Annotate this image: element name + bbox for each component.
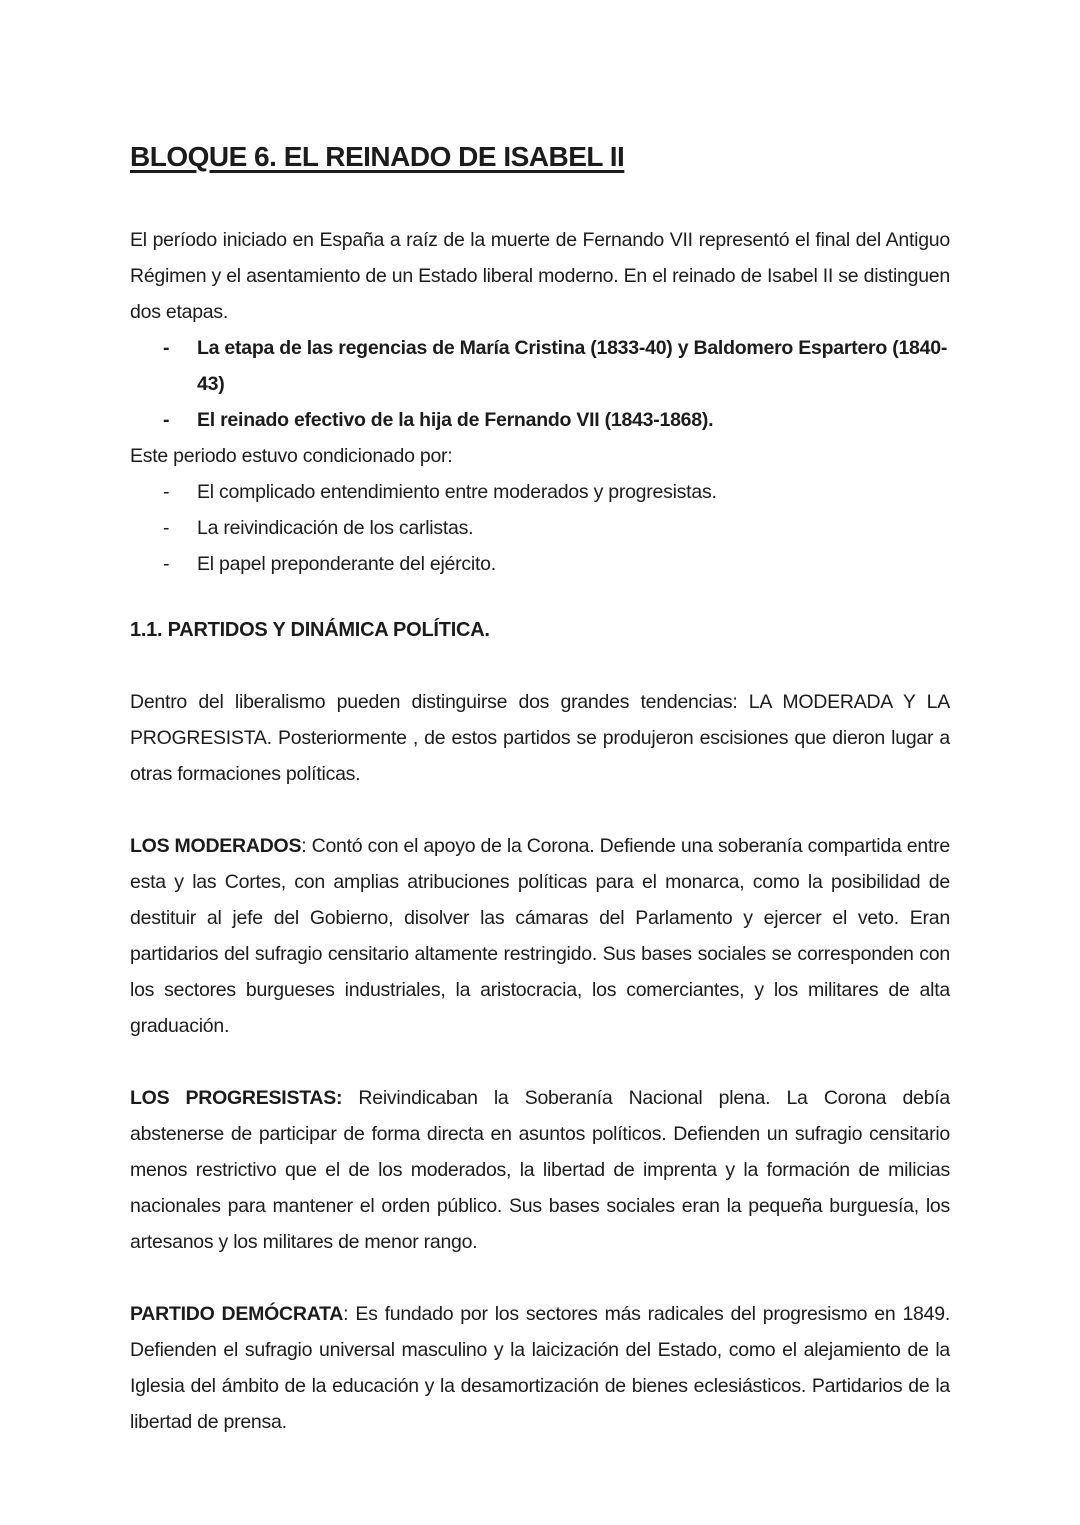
condition-item-text: El complicado entendimiento entre moderados y progresistas.: [197, 481, 717, 503]
party-name: LOS MODERADOS: [130, 835, 302, 857]
party-paragraph-moderados: [130, 828, 950, 1044]
list-item: [130, 510, 950, 546]
party-description: Reivindicaban la Soberanía Nacional plena. La Corona debía abstenerse de participar de forma directa en asuntos políticos. Defienden un sufragio censitario menos restrictivo que el de los moderados, la libertad de imprenta y la formación de milicias nacionales para mantener el orden público. Sus bases sociales eran la pequeña burguesía, los artesanos y los militares de menor rango.: [130, 1087, 950, 1253]
bullet-dash: -: [163, 481, 170, 503]
party-paragraph-progresistas: [130, 1080, 950, 1260]
section-heading: 1.1. PARTIDOS Y DINÁMICA POLÍTICA.: [130, 619, 490, 641]
bullet-dash: -: [163, 409, 170, 431]
list-item: [130, 474, 950, 510]
bullet-dash: -: [163, 337, 170, 359]
party-name: LOS PROGRESISTAS:: [130, 1087, 343, 1109]
stage-item-text: El reinado efectivo de la hija de Fernando VII (1843-1868).: [197, 409, 714, 431]
party-paragraph-democrata: [130, 1296, 950, 1440]
document-title: BLOQUE 6. EL REINADO DE ISABEL II: [130, 141, 625, 172]
party-description: : Es fundado por los sectores más radicales del progresismo en 1849. Defienden el sufragio universal masculino y la laicización del Estado, como el alejamiento de la Iglesia del ámbito de la educación y la desamortización de bienes eclesiásticos. Partidarios de la libertad de prensa.: [130, 1303, 950, 1433]
stage-item-text: La etapa de las regencias de María Cristina (1833-40) y Baldomero Espartero (1840-43): [197, 337, 948, 395]
party-description: : Contó con el apoyo de la Corona. Defiende una soberanía compartida entre esta y las Cortes, con amplias atribuciones políticas para el monarca, como la posibilidad de destituir al jefe del Gobierno, disolver las cámaras del Parlamento y ejercer el veto. Eran partidarios del sufragio censitario altamente restringido. Sus bases sociales se corresponden con los sectores burgueses industriales, la aristocracia, los comerciantes, y los militares de alta graduación.: [130, 835, 950, 1037]
party-name: PARTIDO DEMÓCRATA: [130, 1303, 344, 1325]
list-item: [130, 330, 950, 402]
list-item: [130, 546, 950, 582]
condition-item-text: La reivindicación de los carlistas.: [197, 517, 474, 539]
list-item: [130, 402, 950, 438]
conditions-intro: Este periodo estuvo condicionado por:: [130, 445, 453, 467]
bullet-dash: -: [163, 553, 170, 575]
condition-item-text: El papel preponderante del ejército.: [197, 553, 496, 575]
intro-paragraph: El período iniciado en España a raíz de la muerte de Fernando VII representó el final del Antiguo Régimen y el asentamiento de un Estado liberal moderno. En el reinado de Isabel II se distinguen dos etapas.: [130, 229, 950, 323]
section-intro-paragraph: Dentro del liberalismo pueden distinguirse dos grandes tendencias: LA MODERADA Y LA PROGRESISTA. Posteriormente , de estos partidos se produjeron escisiones que dieron lugar a otras formaciones políticas.: [130, 691, 950, 785]
bullet-dash: -: [163, 517, 170, 539]
stages-list: [130, 330, 950, 438]
conditions-list: [130, 474, 950, 582]
